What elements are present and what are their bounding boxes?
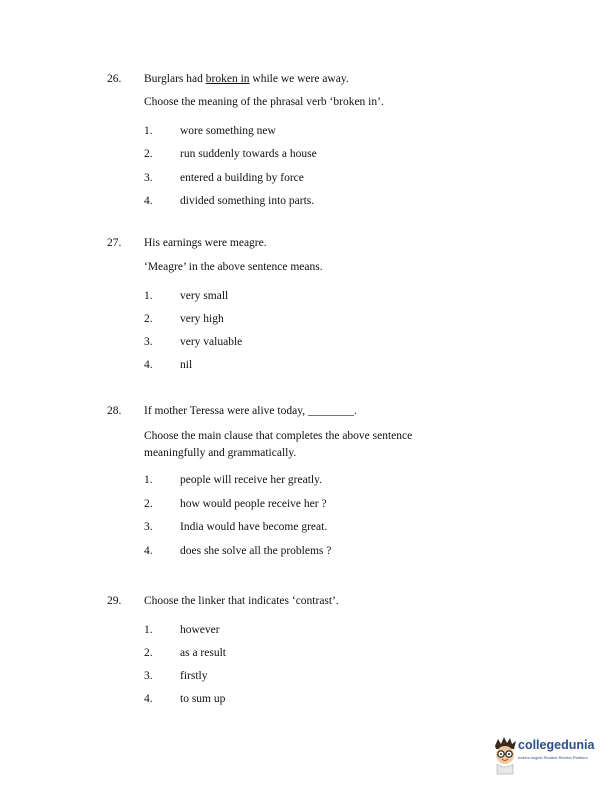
question-stem: Choose the linker that indicates ‘contrast’.	[144, 595, 339, 607]
option-text: people will receive her greatly.	[180, 474, 322, 486]
question-stem: Burglars had broken in while we were away.	[144, 73, 349, 85]
question-number: 27.	[107, 237, 122, 249]
question-prompt: ‘Meagre’ in the above sentence means.	[144, 261, 323, 273]
option-number: 3.	[144, 172, 153, 184]
question-number: 29.	[107, 595, 122, 607]
option-text: nil	[180, 359, 193, 371]
option-number: 1.	[144, 624, 153, 636]
option-text: wore something new	[180, 125, 276, 137]
underlined-phrase: broken in	[205, 73, 250, 85]
option-text: run suddenly towards a house	[180, 148, 317, 160]
question-stem: If mother Teressa were alive today, ________.	[144, 405, 357, 417]
question-prompt: Choose the main clause that completes the above sentence meaningfully and grammatically.	[144, 430, 413, 459]
option-number: 3.	[144, 670, 153, 682]
option-text: firstly	[180, 670, 208, 682]
option-number: 2.	[144, 313, 153, 325]
option-number: 3.	[144, 336, 153, 348]
option-number: 1.	[144, 474, 153, 486]
option-text: India would have become great.	[180, 521, 328, 533]
logo-text: collegedunia	[518, 738, 595, 752]
option-number: 2.	[144, 498, 153, 510]
option-number: 1.	[144, 290, 153, 302]
option-text: very valuable	[180, 336, 243, 348]
option-number: 2.	[144, 148, 153, 160]
option-number: 4.	[144, 545, 153, 557]
option-text: however	[180, 624, 220, 636]
option-number: 3.	[144, 521, 153, 533]
question-number: 28.	[107, 405, 122, 417]
question-stem: His earnings were meagre.	[144, 237, 267, 249]
collegedunia-logo	[492, 736, 600, 780]
option-number: 4.	[144, 359, 153, 371]
option-text: to sum up	[180, 693, 226, 705]
option-number: 1.	[144, 125, 153, 137]
option-text: very high	[180, 313, 224, 325]
question-number: 26.	[107, 73, 122, 85]
option-text: entered a building by force	[180, 172, 304, 184]
question-prompt: Choose the meaning of the phrasal verb ‘broken in’.	[144, 96, 384, 108]
logo-tagline: India's largest Student Review Platform	[518, 755, 588, 760]
mascot-icon	[492, 736, 518, 776]
option-text: divided something into parts.	[180, 195, 315, 207]
option-number: 4.	[144, 693, 153, 705]
option-text: how would people receive her ?	[180, 498, 327, 510]
option-text: very small	[180, 290, 229, 302]
option-text: as a result	[180, 647, 226, 659]
option-text: does she solve all the problems ?	[180, 545, 332, 557]
option-number: 2.	[144, 647, 153, 659]
option-number: 4.	[144, 195, 153, 207]
